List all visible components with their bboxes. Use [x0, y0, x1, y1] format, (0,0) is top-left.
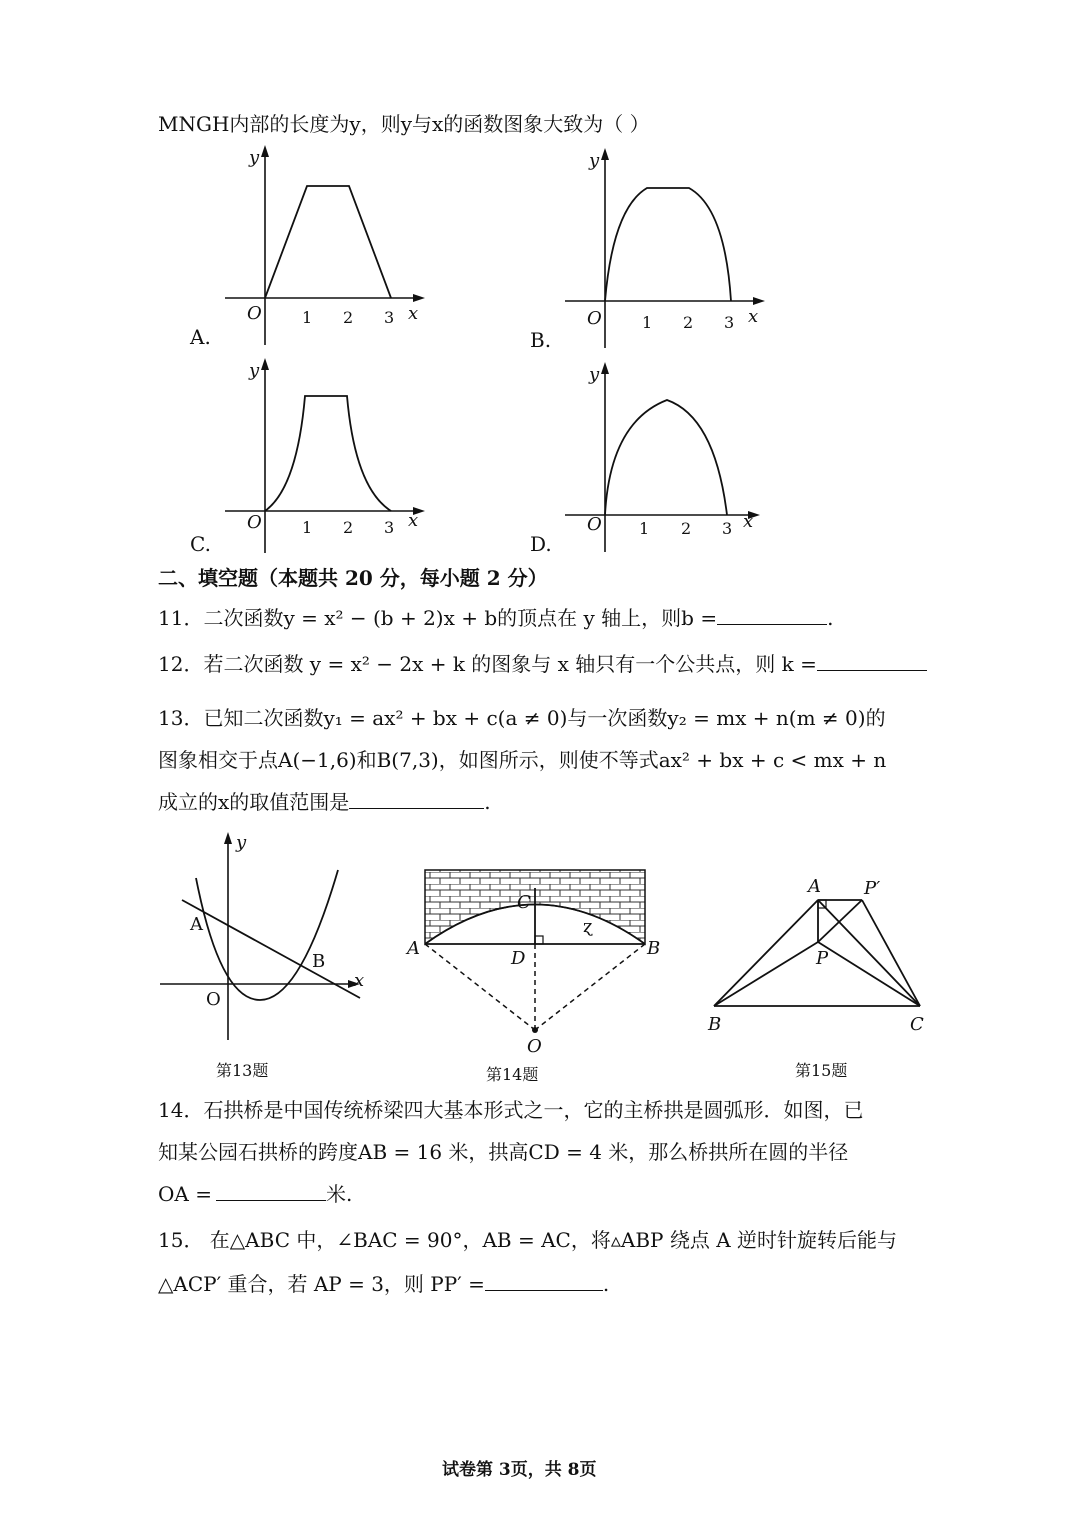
- axis-y-label: y: [589, 364, 600, 385]
- question-14-line-2: 知某公园石拱桥的跨度AB = 16 米，拱高CD = 4 米，那么桥拱所在圆的半径: [158, 1140, 849, 1164]
- segment-cp: [818, 942, 920, 1006]
- tick-2: 2: [343, 308, 354, 327]
- origin-label: O: [206, 989, 221, 1010]
- tick-2: 2: [343, 518, 354, 537]
- axis-x-label: x: [354, 970, 365, 991]
- point-b-label: B: [312, 951, 326, 972]
- question-14-line-3: [158, 1182, 352, 1206]
- point-c-label: C: [910, 1014, 924, 1035]
- point-a-label: A: [407, 938, 420, 959]
- answer-blank-14[interactable]: [216, 1182, 326, 1201]
- axis-y-label: y: [236, 832, 247, 853]
- question-11: [158, 606, 833, 630]
- question-11-text: 11．二次函数y = x² − (b + 2)x + b的顶点在 y 轴上，则b =: [158, 606, 718, 630]
- period: .: [484, 790, 491, 814]
- point-pp-label: P′: [864, 878, 881, 899]
- point-a-label: A: [808, 876, 821, 897]
- period: .: [827, 606, 834, 630]
- question-15-line-1: 15． 在△ABC 中，∠BAC = 90°，AB = AC，将▵ABP 绕点 A 逆时针旋转后能与: [158, 1228, 897, 1252]
- axis-x-label: x: [743, 511, 754, 532]
- answer-blank-12[interactable]: [817, 652, 927, 671]
- radius-ob: [535, 944, 645, 1030]
- tick-3: 3: [724, 313, 735, 332]
- period: .: [602, 1272, 610, 1296]
- option-d-label: D.: [530, 532, 552, 556]
- axis-y-label: y: [589, 150, 600, 171]
- option-a-graph: [225, 145, 435, 340]
- question-14-line-1: 14．石拱桥是中国传统桥梁四大基本形式之一，它的主桥拱是圆弧形．如图，已: [158, 1098, 864, 1122]
- point-b-label: B: [708, 1014, 722, 1035]
- segment-bp: [714, 942, 818, 1006]
- point-d-label: D: [511, 948, 526, 969]
- question-13-line-2: 图象相交于点A(−1,6)和B(7,3)，如图所示，则使不等式ax² + bx + c < mx + n: [158, 748, 887, 772]
- right-angle-mark: [535, 936, 543, 944]
- question-13-line-3-text: 成立的x的取值范围是: [158, 790, 350, 814]
- answer-blank-13[interactable]: [349, 790, 484, 809]
- origin-label: O: [247, 303, 262, 324]
- question-12: [158, 652, 927, 676]
- curve-a: [265, 186, 391, 298]
- figure-14: [405, 860, 665, 1055]
- tick-1: 1: [302, 518, 313, 537]
- tick-2: 2: [681, 519, 692, 538]
- question-13-line-3: [158, 790, 491, 814]
- tick-3: 3: [384, 518, 395, 537]
- parabola-y1: [196, 870, 338, 1000]
- axis-y-label: y: [249, 360, 260, 381]
- segment-cpp: [862, 900, 920, 1006]
- axis-y-label: y: [249, 147, 260, 168]
- option-a-label: A.: [190, 325, 211, 349]
- question-14-oa: OA =: [158, 1182, 212, 1206]
- curve-b: [605, 188, 731, 301]
- axis-x-label: x: [408, 303, 419, 324]
- tick-3: 3: [384, 308, 395, 327]
- side-ab: [714, 900, 818, 1006]
- option-c-label: C.: [190, 532, 211, 556]
- center-o: [532, 1027, 538, 1033]
- question-12-text: 12．若二次函数 y = x² − 2x + k 的图象与 x 轴只有一个公共点，则 k =: [158, 652, 817, 676]
- tick-1: 1: [639, 519, 650, 538]
- question-15-line-2: [158, 1272, 609, 1296]
- origin-label: O: [587, 514, 602, 535]
- question-13-line-1: 13．已知二次函数y₁ = ax² + bx + c(a ≠ 0)与一次函数y₂ = mx + n(m ≠ 0)的: [158, 706, 886, 730]
- origin-label: O: [247, 512, 262, 533]
- axis-x-label: x: [748, 306, 759, 327]
- answer-blank-11[interactable]: [717, 606, 827, 625]
- point-o-label: O: [527, 1036, 542, 1057]
- figure-14-caption: 第14题: [486, 1065, 539, 1084]
- side-ac: [818, 900, 920, 1006]
- option-b-label: B.: [530, 328, 552, 352]
- tick-1: 1: [302, 308, 313, 327]
- figure-15: [700, 870, 940, 1035]
- figure-13: [160, 830, 370, 1045]
- origin-label: O: [587, 308, 602, 329]
- answer-blank-15[interactable]: [485, 1272, 603, 1291]
- question-continuation: MNGH内部的长度为y，则y与x的函数图象大致为（ ）: [158, 112, 650, 136]
- option-b-graph: [565, 148, 775, 348]
- section-title: 二、填空题（本题共 20 分，每小题 2 分）: [158, 566, 548, 590]
- figure-15-caption: 第15题: [795, 1061, 848, 1080]
- axis-x-label: x: [408, 510, 419, 531]
- option-c-graph: [225, 358, 435, 553]
- point-p-label: P: [816, 948, 829, 969]
- point-b-label: B: [647, 938, 661, 959]
- bridge-mark: ɀ: [583, 916, 593, 937]
- question-15-line-2-text: △ACP′ 重合，若 AP = 3，则 PP′ =: [158, 1272, 485, 1296]
- point-c-label: C: [517, 892, 531, 913]
- point-a-label: A: [190, 914, 203, 935]
- curve-d: [605, 400, 727, 515]
- curve-c: [265, 396, 391, 511]
- option-d-graph: [565, 362, 775, 557]
- question-14-unit: 米.: [325, 1182, 353, 1206]
- figure-13-caption: 第13题: [216, 1061, 269, 1080]
- page-footer: 试卷第 3页，共 8页: [442, 1460, 597, 1480]
- tick-2: 2: [683, 313, 694, 332]
- tick-1: 1: [642, 313, 653, 332]
- tick-3: 3: [722, 519, 733, 538]
